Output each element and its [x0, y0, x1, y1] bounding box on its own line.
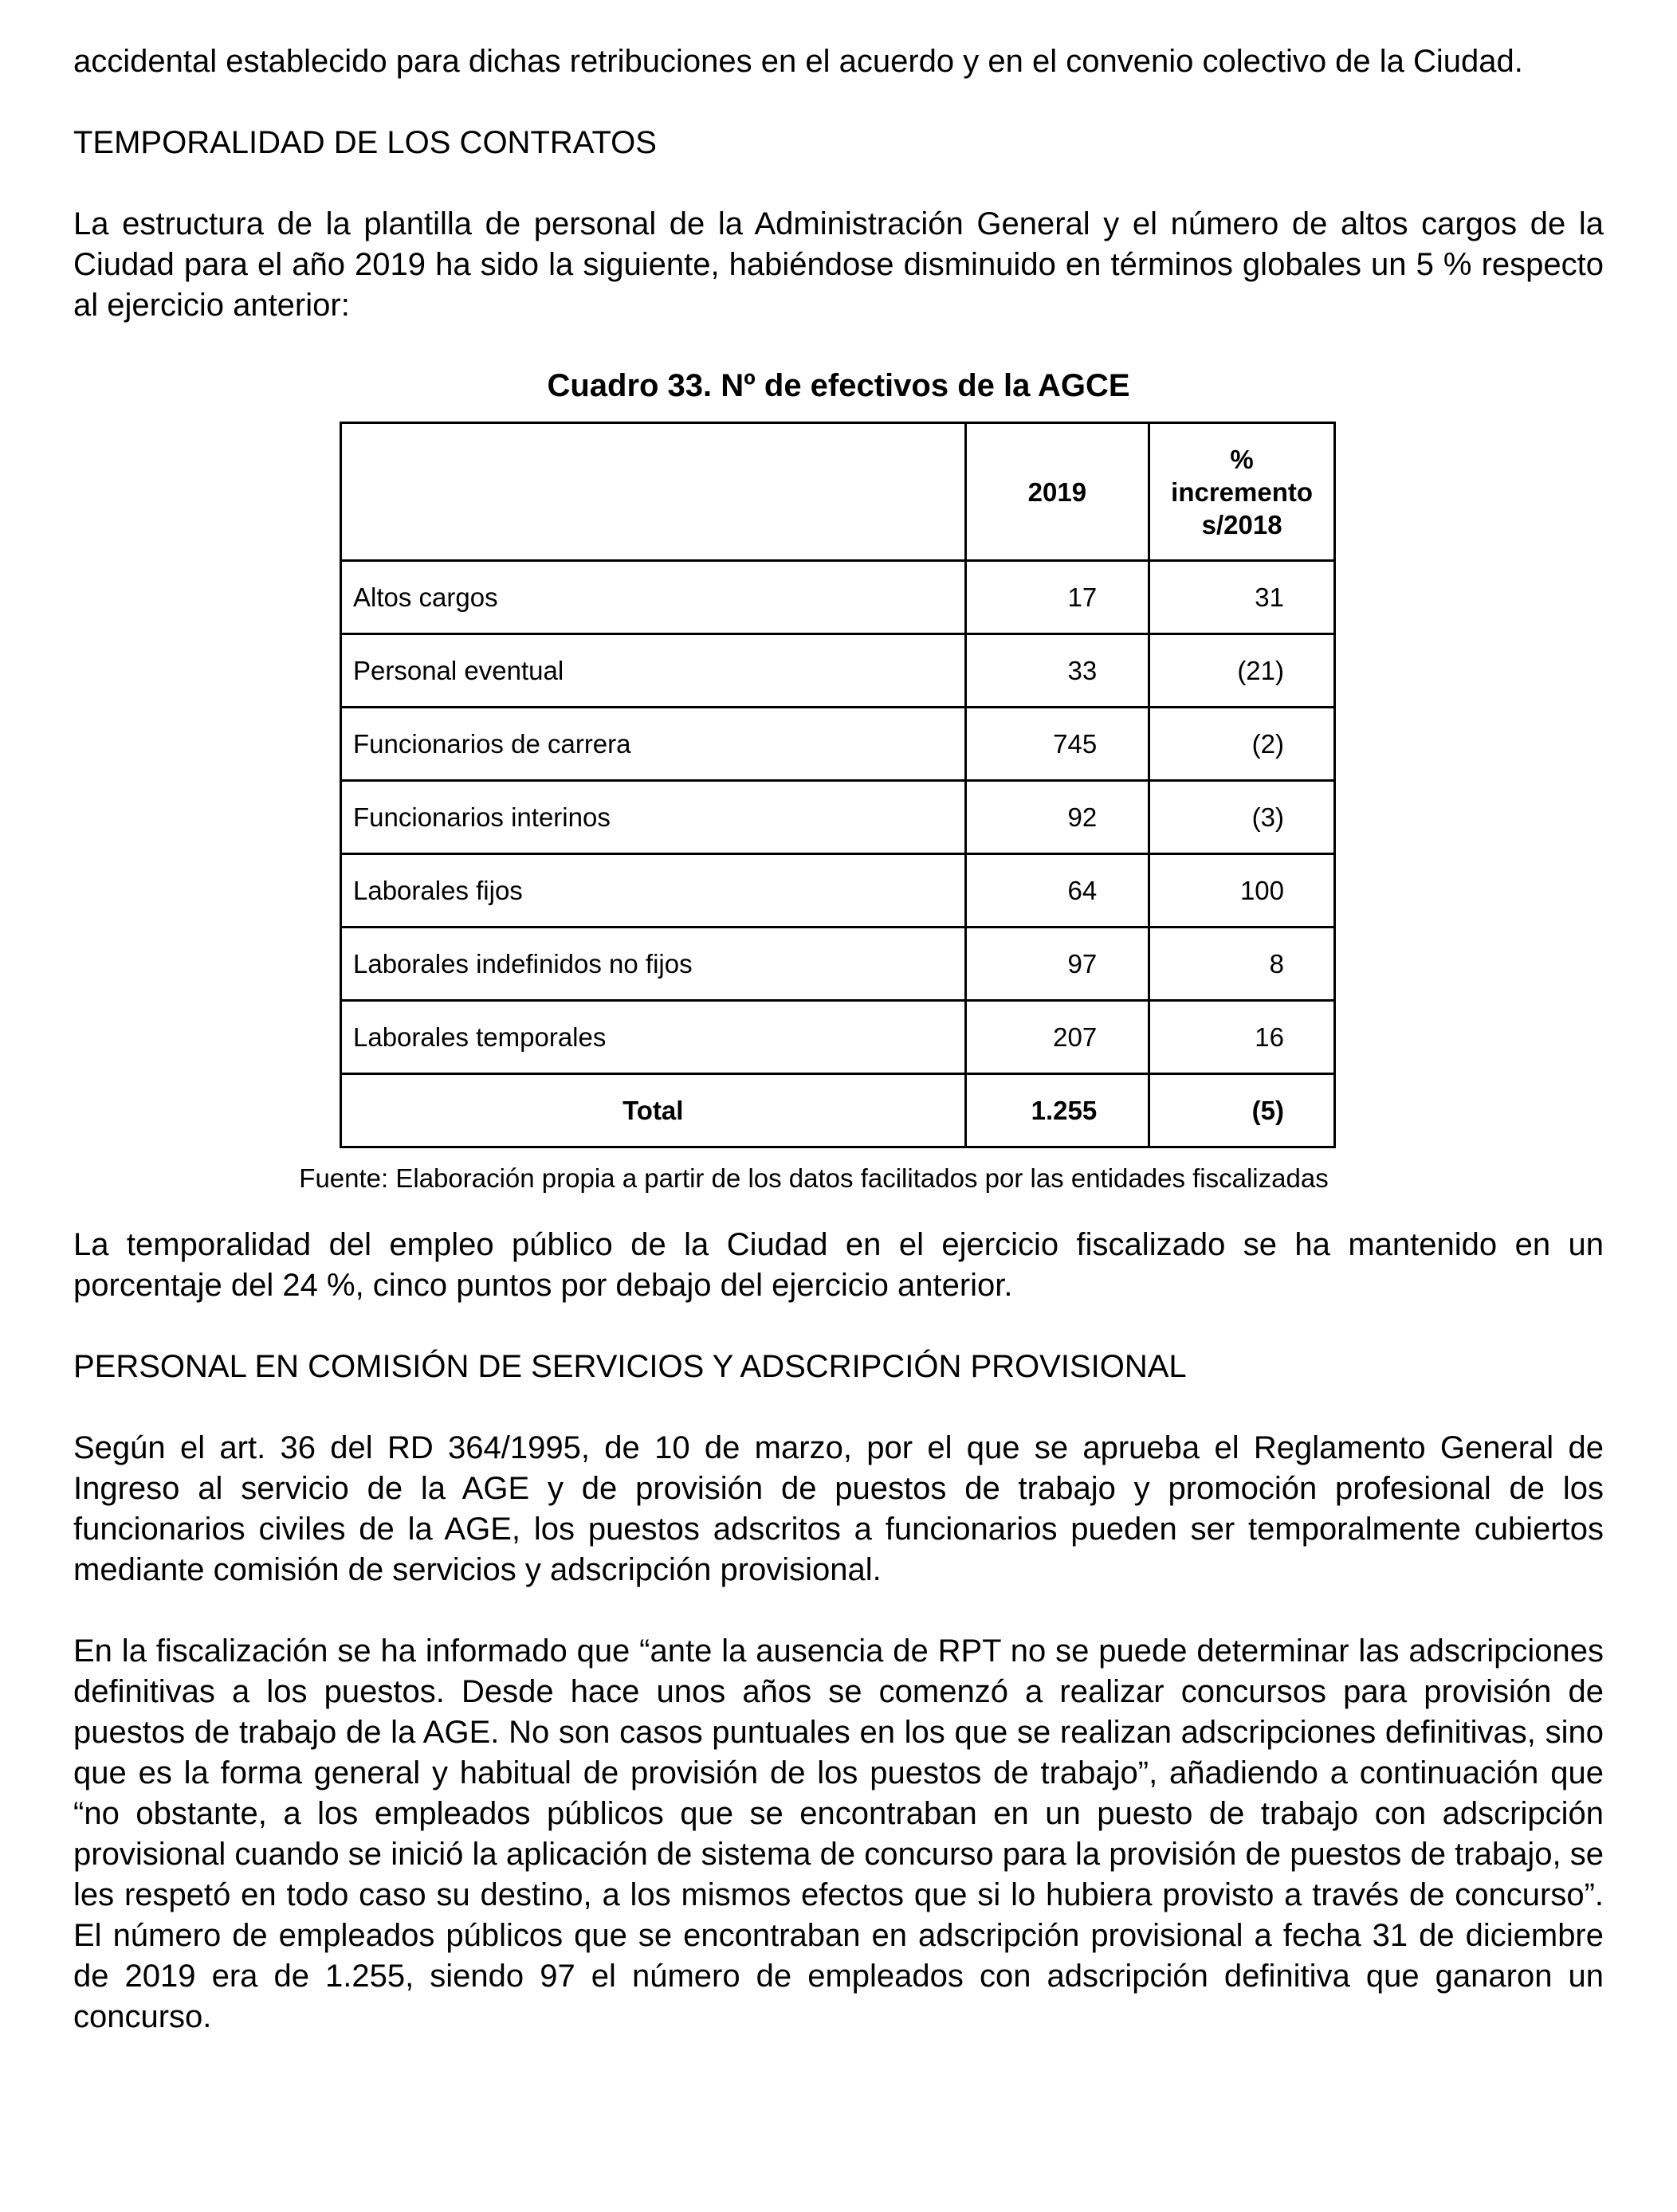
paragraph-temporalidad: La temporalidad del empleo público de la Ciudad en el ejercicio fiscalizado se ha mantenido en un porcentaje del 24 %, cinco puntos por debajo del ejercicio anterior. — [73, 1227, 1604, 1303]
row-value: 97 — [965, 928, 1149, 1001]
table-row — [341, 634, 1335, 708]
header-concept — [341, 423, 966, 561]
section-heading-temporalidad: TEMPORALIDAD DE LOS CONTRATOS — [73, 125, 657, 160]
row-label: Funcionarios interinos — [341, 781, 966, 854]
row-label: Funcionarios de carrera — [341, 708, 966, 781]
table-row — [341, 781, 1335, 854]
table-row — [341, 928, 1335, 1001]
row-label: Altos cargos — [341, 561, 966, 634]
row-increment: 8 — [1149, 928, 1335, 1001]
paragraph-estructura: La estructura de la plantilla de personal de la Administración General y el número de altos cargos de la Ciudad para el año 2019 ha sido la siguiente, habiéndose disminuido en términos globales un 5 % respecto al ejercicio anterior: — [73, 206, 1604, 323]
row-increment: (21) — [1149, 634, 1335, 708]
header-increment-line3: s/2018 — [1201, 509, 1282, 539]
table-row — [341, 708, 1335, 781]
row-label: Laborales indefinidos no fijos — [341, 928, 966, 1001]
header-increment — [1149, 423, 1335, 561]
header-increment-line2: incremento — [1171, 477, 1314, 507]
efectivos-table — [340, 422, 1336, 1148]
table-total-row — [341, 1074, 1335, 1147]
section-heading-comision: PERSONAL EN COMISIÓN DE SERVICIOS Y ADSCRIPCIÓN PROVISIONAL — [73, 1349, 1187, 1384]
row-label: Laborales temporales — [341, 1001, 966, 1074]
total-increment: (5) — [1149, 1074, 1335, 1147]
table-header-row — [341, 423, 1335, 561]
table-row — [341, 1001, 1335, 1074]
paragraph-intro: accidental establecido para dichas retribuciones en el acuerdo y en el convenio colectivo de la Ciudad. — [73, 44, 1523, 79]
table-source: Fuente: Elaboración propia a partir de los datos facilitados por las entidades fiscalizadas — [299, 1163, 1329, 1193]
header-year: 2019 — [965, 423, 1149, 561]
row-label: Personal eventual — [341, 634, 966, 708]
row-increment: 100 — [1149, 854, 1335, 928]
table-row — [341, 854, 1335, 928]
row-increment: (3) — [1149, 781, 1335, 854]
row-value: 745 — [965, 708, 1149, 781]
row-increment: 31 — [1149, 561, 1335, 634]
row-value: 207 — [965, 1001, 1149, 1074]
row-value: 17 — [965, 561, 1149, 634]
row-value: 92 — [965, 781, 1149, 854]
row-label: Laborales fijos — [341, 854, 966, 928]
row-value: 64 — [965, 854, 1149, 928]
row-increment: (2) — [1149, 708, 1335, 781]
row-increment: 16 — [1149, 1001, 1335, 1074]
page-content — [73, 41, 1604, 2037]
paragraph-fiscalizacion: En la fiscalización se ha informado que “ante la ausencia de RPT no se puede determinar las adscripciones definitivas a los puestos. Desde hace unos años se comenzó a realizar concursos para provisión de puestos de trabajo de la AGE. No son casos puntuales en los que se realizan adscripciones definitivas, sino que es la forma general y habitual de provisión de los puestos de trabajo”, añadiendo a continuación que “no obstante, a los empleados públicos que se encontraban en un puesto de trabajo con adscripción provisional cuando se inició la aplicación de sistema de concurso para la provisión de puestos de trabajo, se les respetó en todo caso su destino, a los mismos efectos que si lo hubiera provisto a través de concurso”. El número de empleados públicos que se encontraban en adscripción provisional a fecha 31 de diciembre de 2019 era de 1.255, siendo 97 el número de empleados con adscripción definitiva que ganaron un concurso. — [73, 1634, 1604, 2034]
total-label: Total — [341, 1074, 966, 1147]
header-increment-line1: % — [1230, 444, 1254, 474]
table-row — [341, 561, 1335, 634]
paragraph-reglamento: Según el art. 36 del RD 364/1995, de 10 de marzo, por el que se aprueba el Reglamento General de Ingreso al servicio de la AGE y de provisión de puestos de trabajo y promoción profesional de los funcionarios civiles de la AGE, los puestos adscritos a funcionarios pueden ser temporalmente cubiertos mediante comisión de servicios y adscripción provisional. — [73, 1430, 1604, 1587]
table-caption: Cuadro 33. Nº de efectivos de la AGCE — [547, 368, 1130, 403]
total-value: 1.255 — [965, 1074, 1149, 1147]
row-value: 33 — [965, 634, 1149, 708]
